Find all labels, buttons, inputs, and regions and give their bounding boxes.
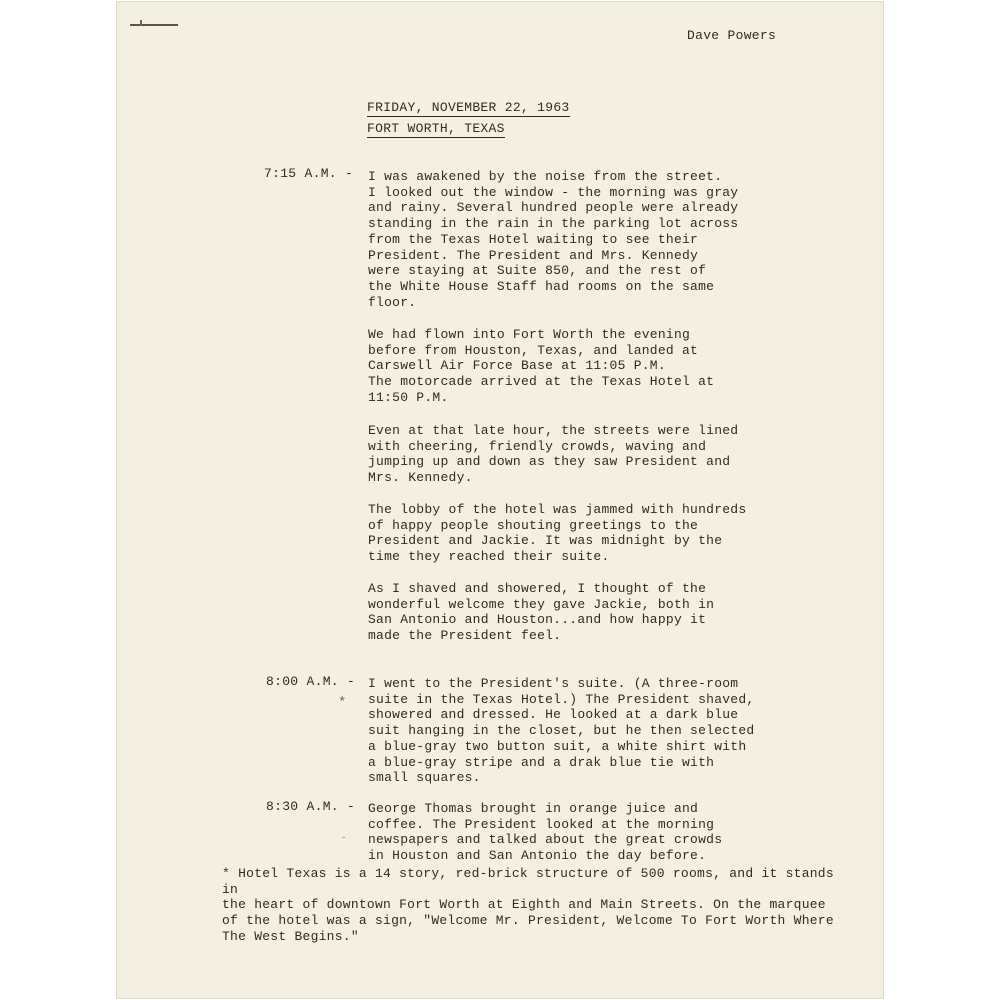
entry-paragraph: The lobby of the hotel was jammed with hundreds of happy people shouting greetings to the President and Jackie. It was midnight by the time they reached their suite. xyxy=(368,502,747,565)
entry-paragraph: Even at that late hour, the streets were lined with cheering, friendly crowds, waving and jumping up and down as they saw President and Mrs. Kennedy. xyxy=(368,423,739,486)
entry-time-0800: 8:00 A.M. - xyxy=(266,674,356,689)
stray-mark: ˉ xyxy=(340,835,348,849)
date-heading: FRIDAY, NOVEMBER 22, 1963 xyxy=(367,100,570,115)
entry-time-0715: 7:15 A.M. - xyxy=(264,166,354,181)
entry-time-0830: 8:30 A.M. - xyxy=(266,799,356,814)
author-name: Dave Powers xyxy=(687,28,777,43)
entry-paragraph: I was awakened by the noise from the street. I looked out the window - the morning was gray and rainy. Several hundred people were already standing in the rain in the parking lot across from the Texas Hotel waiting to see their President. The President and Mrs. Kennedy were staying at Suite 850, and the rest of the White House Staff had rooms on the same floor. xyxy=(368,169,739,310)
place-heading: FORT WORTH, TEXAS xyxy=(367,121,505,136)
entry-paragraph: George Thomas brought in orange juice and coffee. The President looked at the morning newspapers and talked about the great crowds in Houston and San Antonio the day before. xyxy=(368,801,723,864)
footnote-asterisk: * xyxy=(338,695,347,711)
pen-mark-tick xyxy=(140,20,142,26)
entry-paragraph: We had flown into Fort Worth the evening before from Houston, Texas, and landed at Carswell Air Force Base at 11:05 P.M. The motorcade arrived at the Texas Hotel at 11:50 P.M. xyxy=(368,327,715,405)
footnote: * Hotel Texas is a 14 story, red-brick structure of 500 rooms, and it stands in the heart of downtown Fort Worth at Eighth and Main Streets. On the marquee of the hotel was a sign, "Welcome Mr. President, Welcome To Fort Worth Where The West Begins." xyxy=(222,866,834,944)
entry-paragraph: I went to the President's suite. (A three-room suite in the Texas Hotel.) The President shaved, showered and dressed. He looked at a dark blue suit hanging in the closet, but he then selected a blue-gray two button suit, a white shirt with a blue-gray stripe and a drak blue tie with small squares. xyxy=(368,676,755,786)
pen-mark xyxy=(130,24,178,26)
entry-paragraph: As I shaved and showered, I thought of the wonderful welcome they gave Jackie, both in San Antonio and Houston...and how happy it made the President feel. xyxy=(368,581,715,644)
